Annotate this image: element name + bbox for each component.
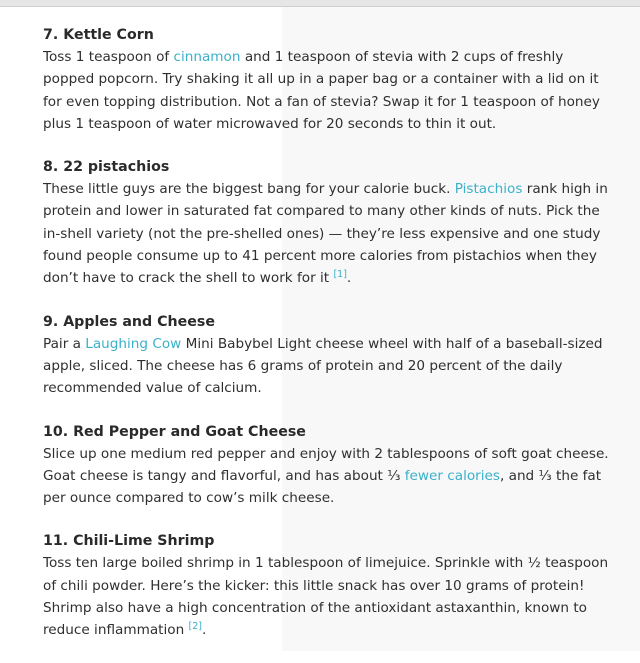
- snack-text: .: [201, 622, 207, 639]
- snack-text: Slice up one medium red pepper and enjoy with 2 tablespoons of soft goat cheese. Goat cheese is tangy and flavorful, and has about ⅓: [43, 445, 609, 484]
- snack-description: [43, 552, 615, 641]
- snack-text: Toss ten large boiled shrimp in 1 tablespoon of limejuice. Sprinkle with ½ teaspoon of chili powder. Here’s the kicker: this little snack has over 10 grams of protein! Shrimp also have a high concentration of the antioxidant astaxanthin, known to reduce inflammation: [43, 555, 609, 639]
- snack-title: 10. Red Pepper and Goat Cheese: [43, 423, 306, 440]
- citation-link-2[interactable]: [2]: [188, 621, 202, 633]
- snack-text: Mini Babybel Light cheese wheel with half of a baseball-sized apple, sliced. The cheese has 6 grams of protein and 20 percent of the daily recommended value of calcium.: [43, 335, 603, 397]
- snack-text: Toss 1 teaspoon of: [43, 49, 174, 65]
- citation-link-1[interactable]: [1]: [333, 269, 347, 281]
- snack-text: .: [346, 270, 352, 287]
- snack-title: 9. Apples and Cheese: [43, 313, 215, 330]
- snack-description: [43, 333, 615, 400]
- pistachios-link[interactable]: Pistachios: [454, 181, 523, 198]
- cinnamon-link[interactable]: cinnamon: [173, 49, 241, 65]
- snack-text: and 1 teaspoon of stevia with 2 cups of freshly popped popcorn. Try shaking it all up in a paper bag or a container with a lid on it for even topping distribution. Not a fan of stevia? Swap it for 1 teaspoon of honey plus 1 teaspoon of water microwaved for 20 seconds to thin it out.: [43, 49, 600, 132]
- snack-item-apples-cheese: [43, 311, 615, 400]
- snack-text: These little guys are the biggest bang for your calorie buck.: [43, 181, 455, 198]
- snack-list: [43, 24, 615, 663]
- snack-item-kettle-corn: [43, 24, 615, 135]
- snack-text: , and ⅓ the fat per ounce compared to cow’s milk cheese.: [43, 467, 602, 507]
- fewer-calories-link[interactable]: fewer calories: [404, 467, 500, 484]
- snack-text: Pair a: [43, 335, 86, 352]
- laughing-cow-link[interactable]: Laughing Cow: [85, 335, 182, 352]
- snack-text: rank high in protein and lower in saturated fat compared to many other kinds of nuts. Pick the in-shell variety (not the pre-shelled ones) — they’re less expensive and one study found people consume up to 41 percent more calories from pistachios when they don’t have to crack the shell to work for it: [43, 181, 608, 287]
- snack-title: 7. Kettle Corn: [43, 27, 154, 43]
- snack-item-pistachios: [43, 156, 615, 289]
- snack-item-red-pepper-goat-cheese: [43, 421, 615, 510]
- snack-description: [43, 443, 615, 510]
- snack-description: [43, 46, 615, 135]
- snack-title: 11. Chili-Lime Shrimp: [43, 533, 215, 550]
- top-divider: [0, 0, 640, 7]
- snack-title: 8. 22 pistachios: [43, 159, 170, 176]
- snack-description: [43, 178, 615, 289]
- snack-item-chili-lime-shrimp: [43, 530, 615, 641]
